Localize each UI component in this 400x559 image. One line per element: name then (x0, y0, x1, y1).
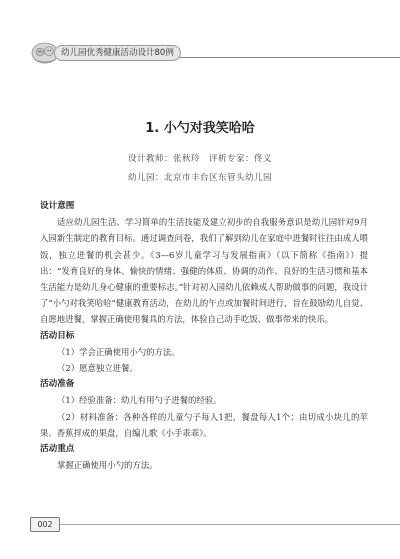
author-line: 设计教师：张秋玲 评析专家：佟义 (127, 154, 272, 164)
section-heading-focus: 活动重点 (40, 444, 75, 455)
section-heading-goals: 活动目标 (40, 330, 75, 341)
intent-paragraph: 适应幼儿园生活、学习简单的生活技能及建立初步的自我服务意识是幼儿园针对9月入园新生制定的教育目标。通过调查问卷，我们了解到幼儿在家庭中进餐时往往由成人喂饭，独立进餐的机会甚少。《3—6岁儿童学习与发展指南》（以下简称《指南》）提出：“发育良好的身体、愉快的情绪、强健的体质、协调的动作、良好的生活习惯和基本生活能力是幼儿身心健康的重要标志。”针对初入园幼儿依赖成人帮助做事的问题，我设计了“小勺对我笑哈哈”健康教育活动，在幼儿的午点或加餐时间进行，旨在鼓励幼儿自觉、自愿地进餐，掌握正确使用餐具的方法，体验自己动手吃饭、做事带来的快乐。 (40, 217, 368, 325)
page-number: 002 (30, 517, 60, 532)
book-title: 幼儿园优秀健康活动设计80例 (54, 45, 181, 61)
kindergarten-line: 幼儿园：北京市丰台区东管头幼儿园 (127, 173, 272, 183)
focus-paragraph: 掌握正确使用小勺的方法。 (57, 460, 158, 471)
article-body (40, 198, 368, 473)
section-heading-intent: 设计意图 (40, 201, 75, 211)
prep-item: （1）经验准备：幼儿有用勺子进餐的经验。 (57, 395, 222, 406)
running-header (0, 38, 400, 68)
goal-item: （2）愿意独立进餐。 (57, 363, 138, 374)
footer-rule (60, 524, 400, 525)
chapter-title: 1. 小勺对我笑哈哈 (145, 121, 255, 136)
section-heading-prep: 活动准备 (40, 379, 75, 390)
prep-item: （2）材料准备：各种各样的儿童勺子每人1把，餐盘每人1个；由切成小块儿的苹果、香蕉拌成的果盘，自编儿歌《小手乖乖》。 (40, 411, 368, 438)
goal-item: （1）学会正确使用小勺的方法。 (57, 346, 180, 357)
